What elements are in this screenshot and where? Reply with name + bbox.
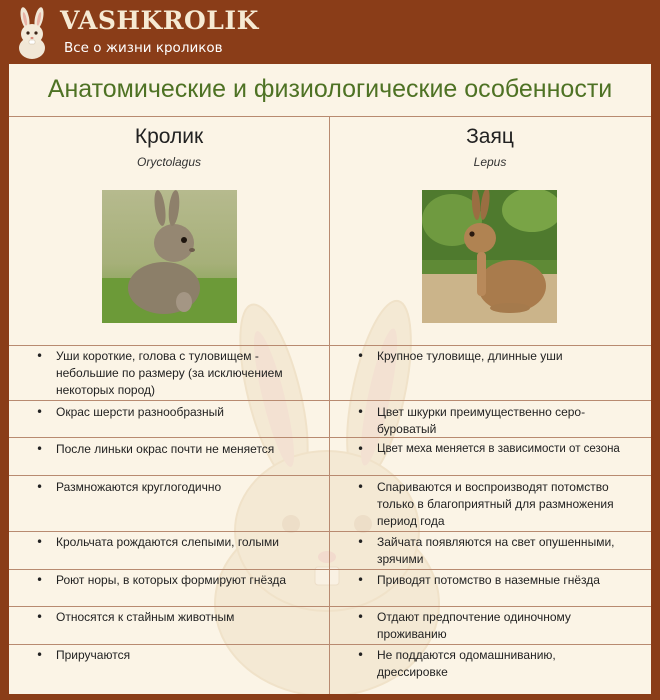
rabbit-trait: Относятся к стайным животным: [56, 610, 235, 624]
rabbit-latin-name: Oryctolagus: [136, 155, 202, 169]
bullet-icon: •: [36, 405, 44, 419]
row-divider: [9, 606, 651, 607]
bullet-icon: •: [357, 405, 365, 419]
bullet-icon: •: [36, 349, 44, 363]
hare-trait: Зайчата появляются на свет опушенными, зрячими: [377, 535, 615, 566]
rabbit-trait: Окрас шерсти разнообразный: [56, 405, 225, 419]
bullet-icon: •: [357, 442, 365, 456]
rabbit-name: Кролик: [134, 125, 204, 148]
rabbit-photo: [102, 190, 237, 323]
rabbit-trait: После линьки окрас почти не меняется: [56, 442, 275, 456]
bullet-icon: •: [36, 442, 44, 456]
bullet-icon: •: [357, 535, 365, 549]
hare-name: Заяц: [466, 125, 514, 148]
brand-title[interactable]: VASHKROLIK: [60, 6, 259, 35]
hare-photo: [422, 190, 557, 323]
row-divider: [9, 569, 651, 570]
hare-trait: Цвет меха меняется в зависимости от сезона: [377, 443, 620, 455]
bullet-icon: •: [357, 349, 365, 363]
bullet-icon: •: [357, 480, 365, 494]
hare-trait: Отдают предпочтение одиночному проживанию: [377, 610, 571, 641]
row-divider: [9, 475, 651, 476]
bullet-icon: •: [36, 535, 44, 549]
row-divider: [9, 531, 651, 532]
bullet-icon: •: [357, 648, 365, 662]
hare-trait: Не поддаются одомашниванию, дрессировке: [377, 648, 556, 679]
bunny-logo-icon[interactable]: [10, 6, 54, 60]
row-divider: [9, 400, 651, 401]
bullet-icon: •: [36, 573, 44, 587]
rabbit-column-header: [9, 124, 329, 169]
rabbit-trait: Крольчата рождаются слепыми, голыми: [56, 535, 279, 549]
bullet-icon: •: [357, 610, 365, 624]
row-divider: [9, 345, 651, 346]
hare-trait: Спариваются и воспроизводят потомство только в благоприятный для размножения период года: [377, 480, 614, 528]
bullet-icon: •: [36, 648, 44, 662]
bullet-icon: •: [36, 480, 44, 494]
rabbit-trait: Уши короткие, голова с туловищем - небольшие по размеру (за исключением некоторых пород): [56, 349, 283, 397]
rabbit-trait: Приручаются: [56, 648, 131, 662]
bullet-icon: •: [357, 573, 365, 587]
hare-trait: Цвет шкурки преимущественно серо-буроватый: [377, 405, 586, 436]
row-divider: [9, 644, 651, 645]
rabbit-trait: Роют норы, в которых формируют гнёзда: [56, 573, 287, 587]
hare-column-header: [330, 124, 650, 169]
brand-subtitle: Все о жизни кроликов: [64, 40, 223, 56]
bullet-icon: •: [36, 610, 44, 624]
hare-trait: Крупное туловище, длинные уши: [377, 349, 563, 363]
rabbit-trait: Размножаются круглогодично: [56, 480, 222, 494]
hare-latin-name: Lepus: [473, 155, 507, 169]
comparison-panel: [9, 64, 651, 694]
hare-trait: Приводят потомство в наземные гнёзда: [377, 573, 600, 587]
page-title: Анатомические и физиологические особенности: [9, 64, 651, 117]
site-header: [0, 0, 660, 62]
